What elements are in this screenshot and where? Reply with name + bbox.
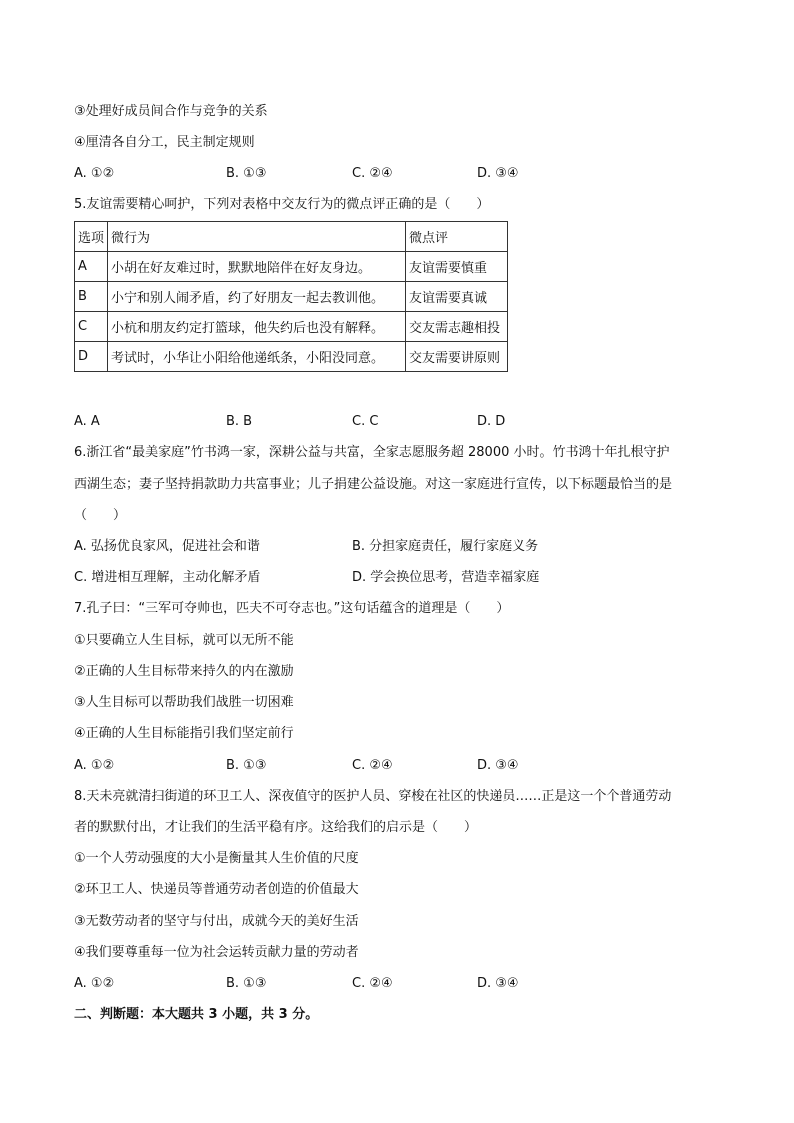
table-row bbox=[75, 342, 508, 372]
table-cell: C bbox=[75, 312, 108, 342]
table-header-row bbox=[75, 222, 508, 252]
q8-item-1: ①一个人劳动强度的大小是衡量其人生价值的尺度 bbox=[74, 851, 359, 866]
q7-option-d: D. ③④ bbox=[477, 758, 519, 773]
q6-stem-line-2: 西湖生态；妻子坚持捐款助力共富事业；儿子捐建公益设施。对这一家庭进行宣传，以下标题最恰当的是 bbox=[74, 477, 673, 492]
table-header-cell: 选项 bbox=[75, 222, 108, 252]
table-cell: D bbox=[75, 342, 108, 372]
table-cell: 友谊需要慎重 bbox=[406, 252, 508, 282]
table-cell: 交友需志趣相投 bbox=[406, 312, 508, 342]
table-row bbox=[75, 252, 508, 282]
q4-item-3: ③处理好成员间合作与竞争的关系 bbox=[74, 104, 268, 119]
q7-item-4: ④正确的人生目标能指引我们坚定前行 bbox=[74, 726, 294, 741]
table-header-cell: 微行为 bbox=[108, 222, 406, 252]
table-cell: A bbox=[75, 252, 108, 282]
section-heading: 二、判断题：本大题共 3 小题，共 3 分。 bbox=[74, 1007, 319, 1022]
q4-item-4: ④厘清各自分工，民主制定规则 bbox=[74, 135, 255, 150]
q8-option-a: A. ①② bbox=[74, 976, 115, 991]
q5-table bbox=[74, 221, 508, 372]
table-cell: 小宁和别人闹矛盾，约了好朋友一起去教训他。 bbox=[108, 282, 406, 312]
q5-option-b: B. B bbox=[226, 414, 253, 429]
q6-option-c: C. 增进相互理解，主动化解矛盾 bbox=[74, 570, 261, 585]
table-cell: B bbox=[75, 282, 108, 312]
q6-option-a: A. 弘扬优良家风，促进社会和谐 bbox=[74, 539, 260, 554]
q5-stem: 5.友谊需要精心呵护，下列对表格中交友行为的微点评正确的是（ ） bbox=[74, 197, 490, 212]
table-row bbox=[75, 282, 508, 312]
table-cell: 交友需要讲原则 bbox=[406, 342, 508, 372]
q7-item-2: ②正确的人生目标带来持久的内在激励 bbox=[74, 664, 294, 679]
q8-item-4: ④我们要尊重每一位为社会运转贡献力量的劳动者 bbox=[74, 945, 359, 960]
q5-option-a: A. A bbox=[74, 414, 100, 429]
q8-item-2: ②环卫工人、快递员等普通劳动者创造的价值最大 bbox=[74, 882, 359, 897]
q4-option-c: C. ②④ bbox=[352, 166, 393, 181]
q8-stem-line-2: 者的默默付出，才让我们的生活平稳有序。这给我们的启示是（ ） bbox=[74, 820, 478, 835]
table-header-cell: 微点评 bbox=[406, 222, 508, 252]
q5-option-c: C. C bbox=[352, 414, 379, 429]
q5-option-d: D. D bbox=[477, 414, 506, 429]
table-cell: 小杭和朋友约定打篮球，他失约后也没有解释。 bbox=[108, 312, 406, 342]
q6-option-b: B. 分担家庭责任，履行家庭义务 bbox=[352, 539, 539, 554]
table-cell: 小胡在好友难过时，默默地陪伴在好友身边。 bbox=[108, 252, 406, 282]
q8-item-3: ③无数劳动者的坚守与付出，成就今天的美好生活 bbox=[74, 914, 359, 929]
q7-option-a: A. ①② bbox=[74, 758, 115, 773]
q7-item-1: ①只要确立人生目标，就可以无所不能 bbox=[74, 633, 294, 648]
table-cell: 考试时，小华让小阳给他递纸条，小阳没同意。 bbox=[108, 342, 406, 372]
q7-option-c: C. ②④ bbox=[352, 758, 393, 773]
q4-option-b: B. ①③ bbox=[226, 166, 267, 181]
q6-stem-line-3: （ ） bbox=[74, 508, 127, 523]
table-cell: 友谊需要真诚 bbox=[406, 282, 508, 312]
q7-option-b: B. ①③ bbox=[226, 758, 267, 773]
q7-stem: 7.孔子曰：“三军可夺帅也，匹夫不可夺志也。”这句话蕴含的道理是（ ） bbox=[74, 601, 510, 616]
q8-option-d: D. ③④ bbox=[477, 976, 519, 991]
q6-stem-line-1: 6.浙江省“最美家庭”竹书鸿一家，深耕公益与共富，全家志愿服务超 28000 小时。竹书鸿十年扎根守护 bbox=[74, 445, 670, 460]
q8-stem-line-1: 8.天未亮就清扫街道的环卫工人、深夜值守的医护人员、穿梭在社区的快递员……正是这一个个普通劳动 bbox=[74, 789, 672, 804]
q6-option-d: D. 学会换位思考，营造幸福家庭 bbox=[352, 570, 540, 585]
table-row bbox=[75, 312, 508, 342]
q4-option-d: D. ③④ bbox=[477, 166, 519, 181]
q7-item-3: ③人生目标可以帮助我们战胜一切困难 bbox=[74, 695, 294, 710]
q4-option-a: A. ①② bbox=[74, 166, 115, 181]
q8-option-b: B. ①③ bbox=[226, 976, 267, 991]
q8-option-c: C. ②④ bbox=[352, 976, 393, 991]
